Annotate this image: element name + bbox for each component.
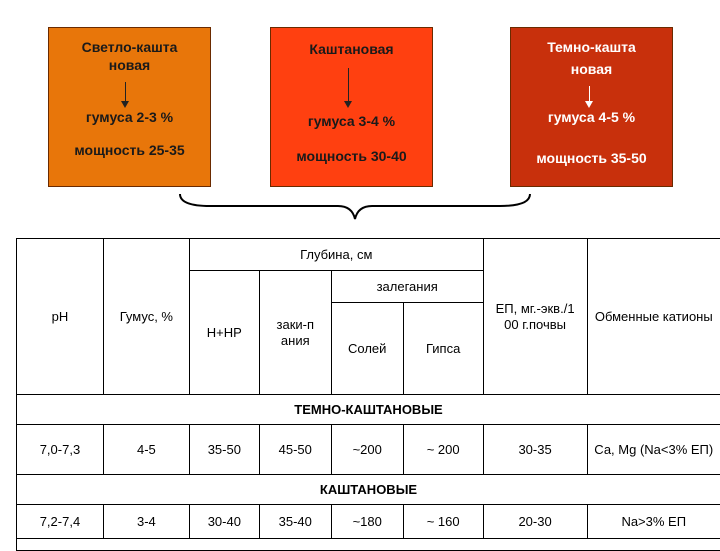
box-title-line1: Темно-кашта — [511, 38, 672, 56]
down-arrow-icon — [589, 86, 590, 102]
box-title-line1: Светло-кашта — [49, 38, 210, 56]
box-humus: гумуса 4-5 % — [511, 108, 672, 126]
header-hhp: Н+НР — [189, 271, 259, 395]
table-row — [17, 539, 720, 551]
table-cell: 30-35 — [483, 425, 587, 475]
table-cell: 20-30 — [483, 505, 587, 539]
table-cell: 4-5 — [103, 425, 189, 475]
soil-properties-table — [16, 238, 720, 551]
table-cell: 7,2-7,4 — [17, 505, 104, 539]
box-title-line2: новая — [49, 56, 210, 74]
table-cell: ~ 200 — [403, 425, 483, 475]
box-depth: мощность 30-40 — [271, 147, 432, 165]
table-cell: ~200 — [331, 425, 403, 475]
header-depth: Глубина, см — [189, 239, 483, 271]
table-cell: 45-50 — [259, 425, 331, 475]
table-cell: Са, Мg (Nа<3% ЕП) — [587, 425, 720, 475]
header-humus: Гумус, % — [103, 239, 189, 395]
down-arrow-icon — [125, 82, 126, 102]
table-cell: 35-40 — [259, 505, 331, 539]
header-gypsum: Гипса — [403, 303, 483, 395]
curly-brace-icon — [170, 192, 540, 222]
header-ep: ЕП, мг.-экв./1 00 г.почвы — [483, 239, 587, 395]
down-arrow-icon — [348, 68, 349, 102]
chestnut-box — [270, 27, 433, 187]
header-salts: Солей — [331, 303, 403, 395]
header-boil: заки-п ания — [259, 271, 331, 395]
box-title-line1: Каштановая — [271, 40, 432, 58]
section-title: ТЕМНО-КАШТАНОВЫЕ — [17, 395, 720, 425]
table-cell: 30-40 — [189, 505, 259, 539]
table-cell: 3-4 — [103, 505, 189, 539]
table-cell: ~ 160 — [403, 505, 483, 539]
box-humus: гумуса 2-3 % — [49, 108, 210, 126]
section-title: КАШТАНОВЫЕ — [17, 475, 720, 505]
box-depth: мощность 25-35 — [49, 141, 210, 159]
light-chestnut-box — [48, 27, 211, 187]
table-cell: 35-50 — [189, 425, 259, 475]
table-cell: Na>3% ЕП — [587, 505, 720, 539]
box-humus: гумуса 3-4 % — [271, 112, 432, 130]
table-cell: 7,0-7,3 — [17, 425, 104, 475]
box-title-line2: новая — [511, 60, 672, 78]
table-cell: ~180 — [331, 505, 403, 539]
header-cations: Обменные катионы — [587, 239, 720, 395]
box-depth: мощность 35-50 — [511, 149, 672, 167]
header-ph: pH — [17, 239, 104, 395]
dark-chestnut-box — [510, 27, 673, 187]
header-occurrence: залегания — [331, 271, 483, 303]
